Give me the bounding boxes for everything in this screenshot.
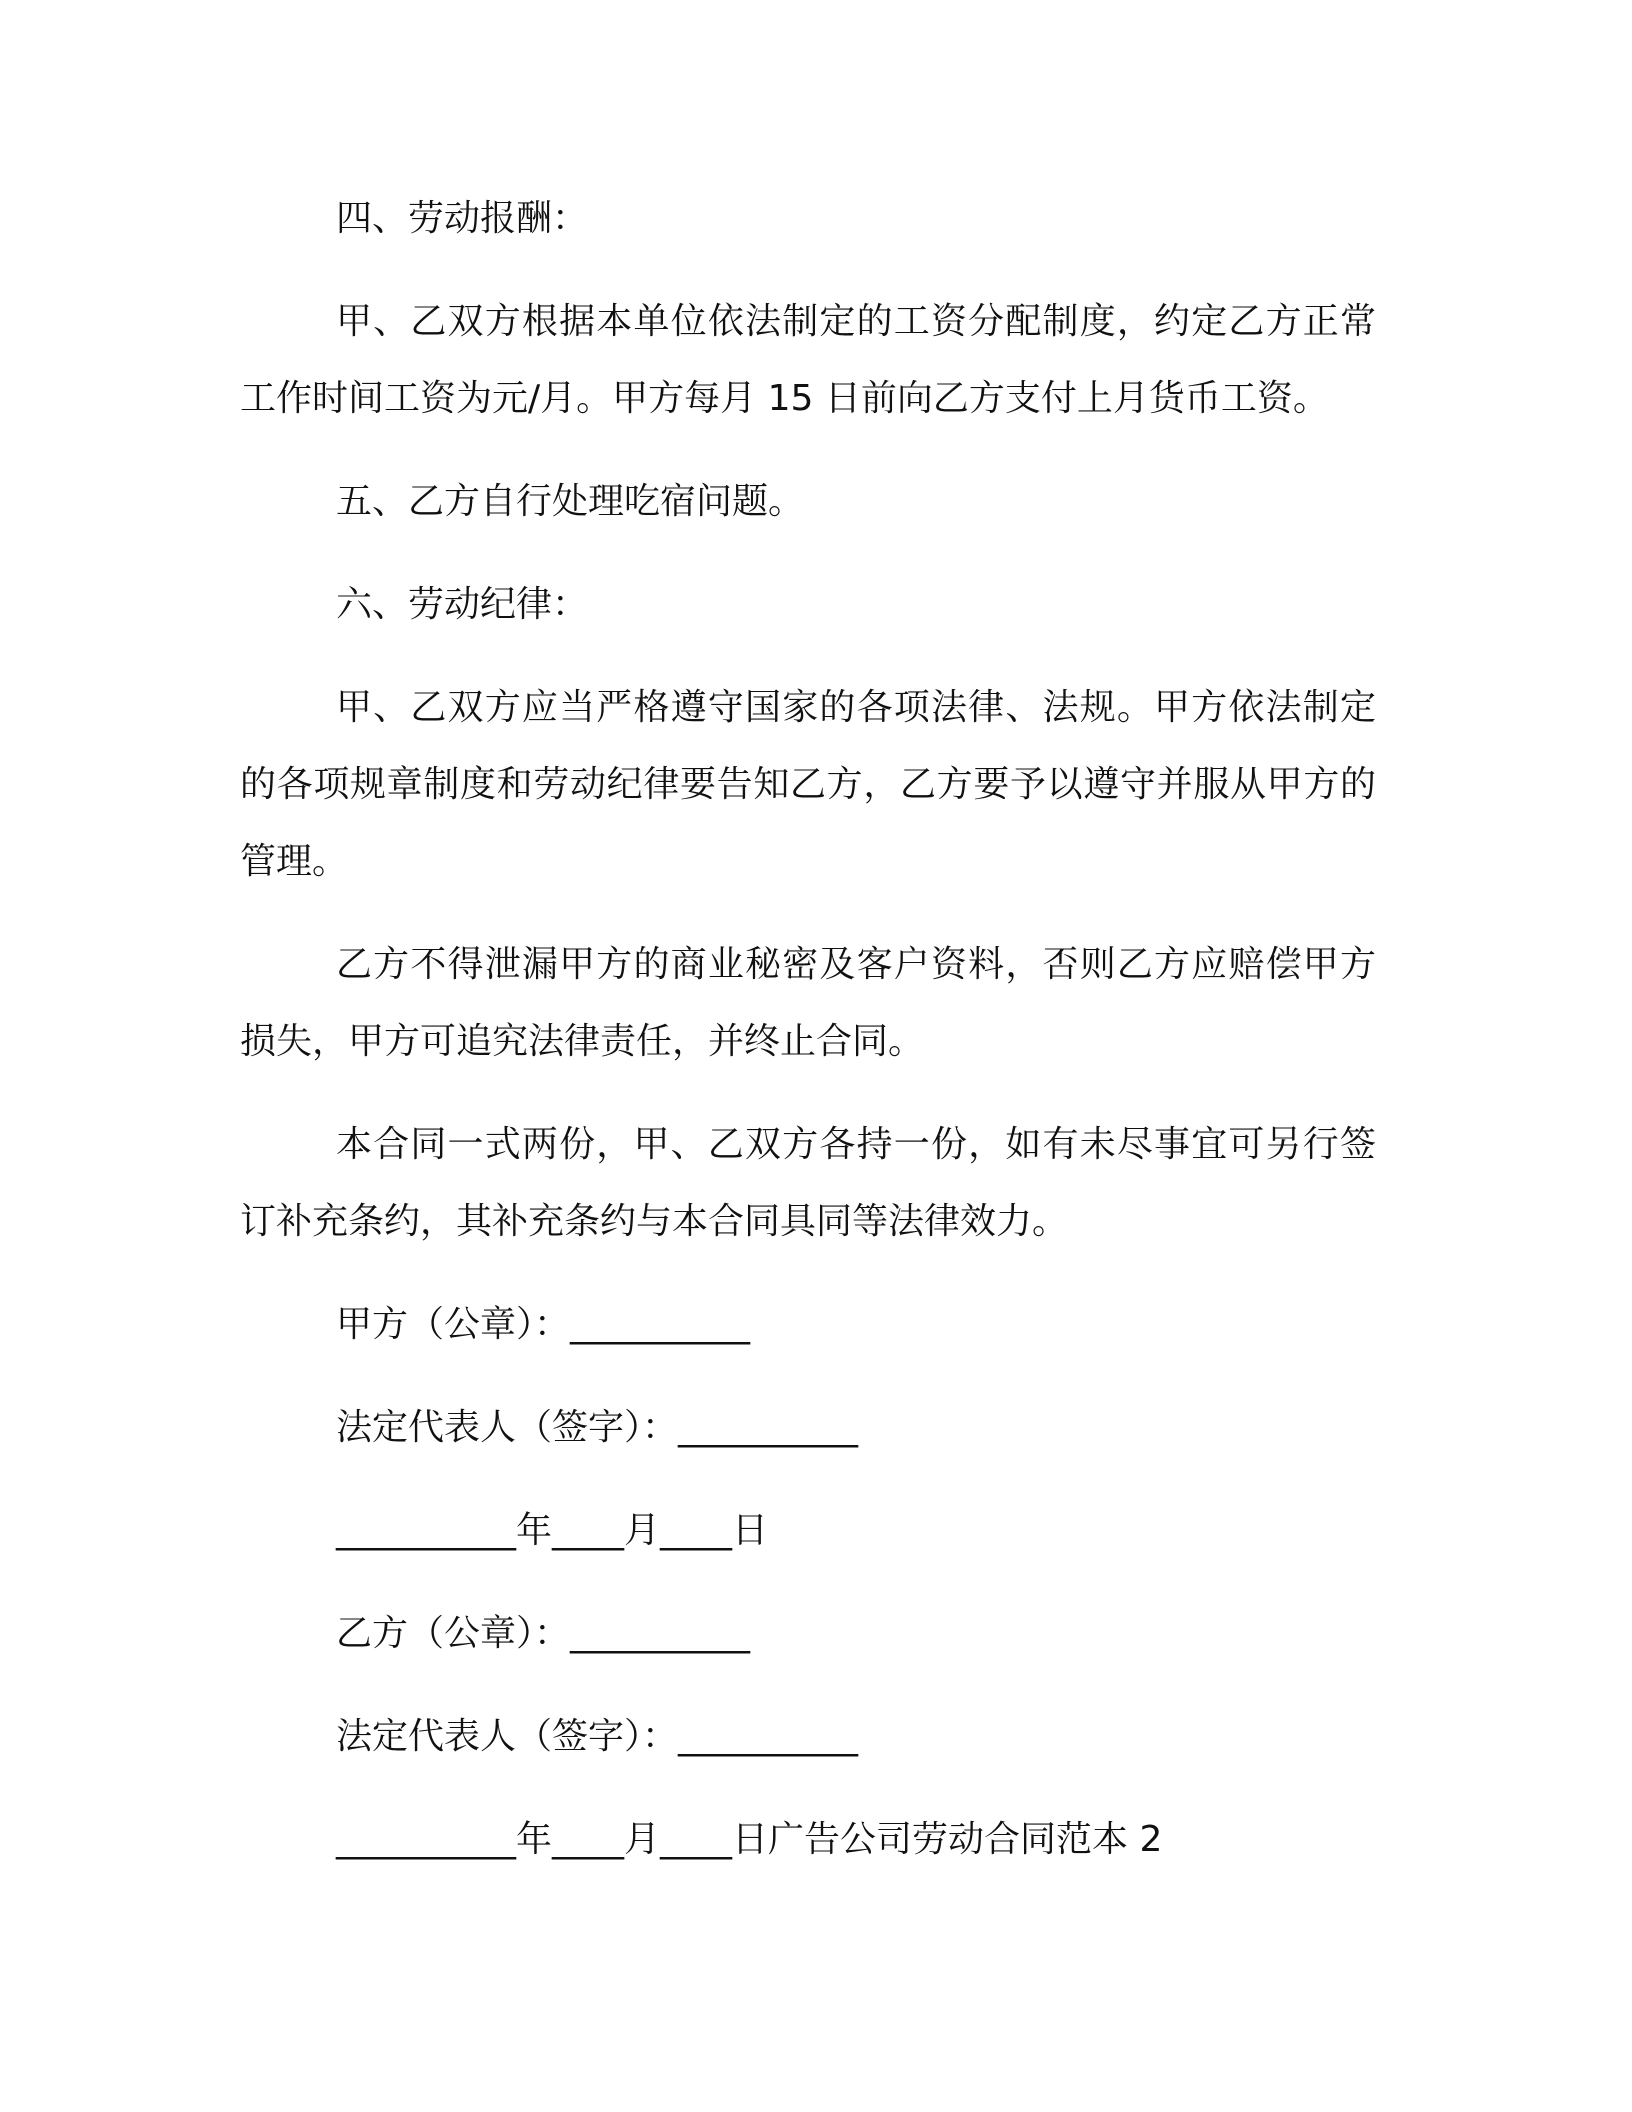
paragraph-confidentiality: 乙方不得泄漏甲方的商业秘密及客户资料，否则乙方应赔偿甲方损失，甲方可追究法律责任，并终止合同。 <box>240 944 1376 1062</box>
paragraph-copies: 本合同一式两份，甲、乙双方各持一份，如有未尽事宜可另行签订补充条约，其补充条约与本合同具同等法律效力。 <box>240 1124 1376 1242</box>
paragraph-salary: 甲、乙双方根据本单位依法制定的工资分配制度，约定乙方正常工作时间工资为元/月。甲方每月 15 日前向乙方支付上月货币工资。 <box>240 301 1376 419</box>
section-heading-board: 五、乙方自行处理吃宿问题。 <box>336 481 805 522</box>
section-heading-discipline: 六、劳动纪律： <box>336 584 589 625</box>
party-b-seal-line: 乙方（公章）：__________ <box>336 1613 751 1654</box>
party-a-seal-line: 甲方（公章）：__________ <box>336 1304 751 1345</box>
party-a-date-line: __________年____月____日 <box>336 1510 768 1551</box>
section-heading-remuneration: 四、劳动报酬： <box>336 198 589 239</box>
document-body <box>240 180 1376 1904</box>
party-b-date-line: __________年____月____日广告公司劳动合同范本 2 <box>336 1819 1163 1860</box>
party-b-representative-line: 法定代表人（签字）：__________ <box>336 1716 859 1757</box>
paragraph-discipline: 甲、乙双方应当严格遵守国家的各项法律、法规。甲方依法制定的各项规章制度和劳动纪律要告知乙方，乙方要予以遵守并服从甲方的管理。 <box>240 687 1376 882</box>
party-a-representative-line: 法定代表人（签字）：__________ <box>336 1407 859 1448</box>
